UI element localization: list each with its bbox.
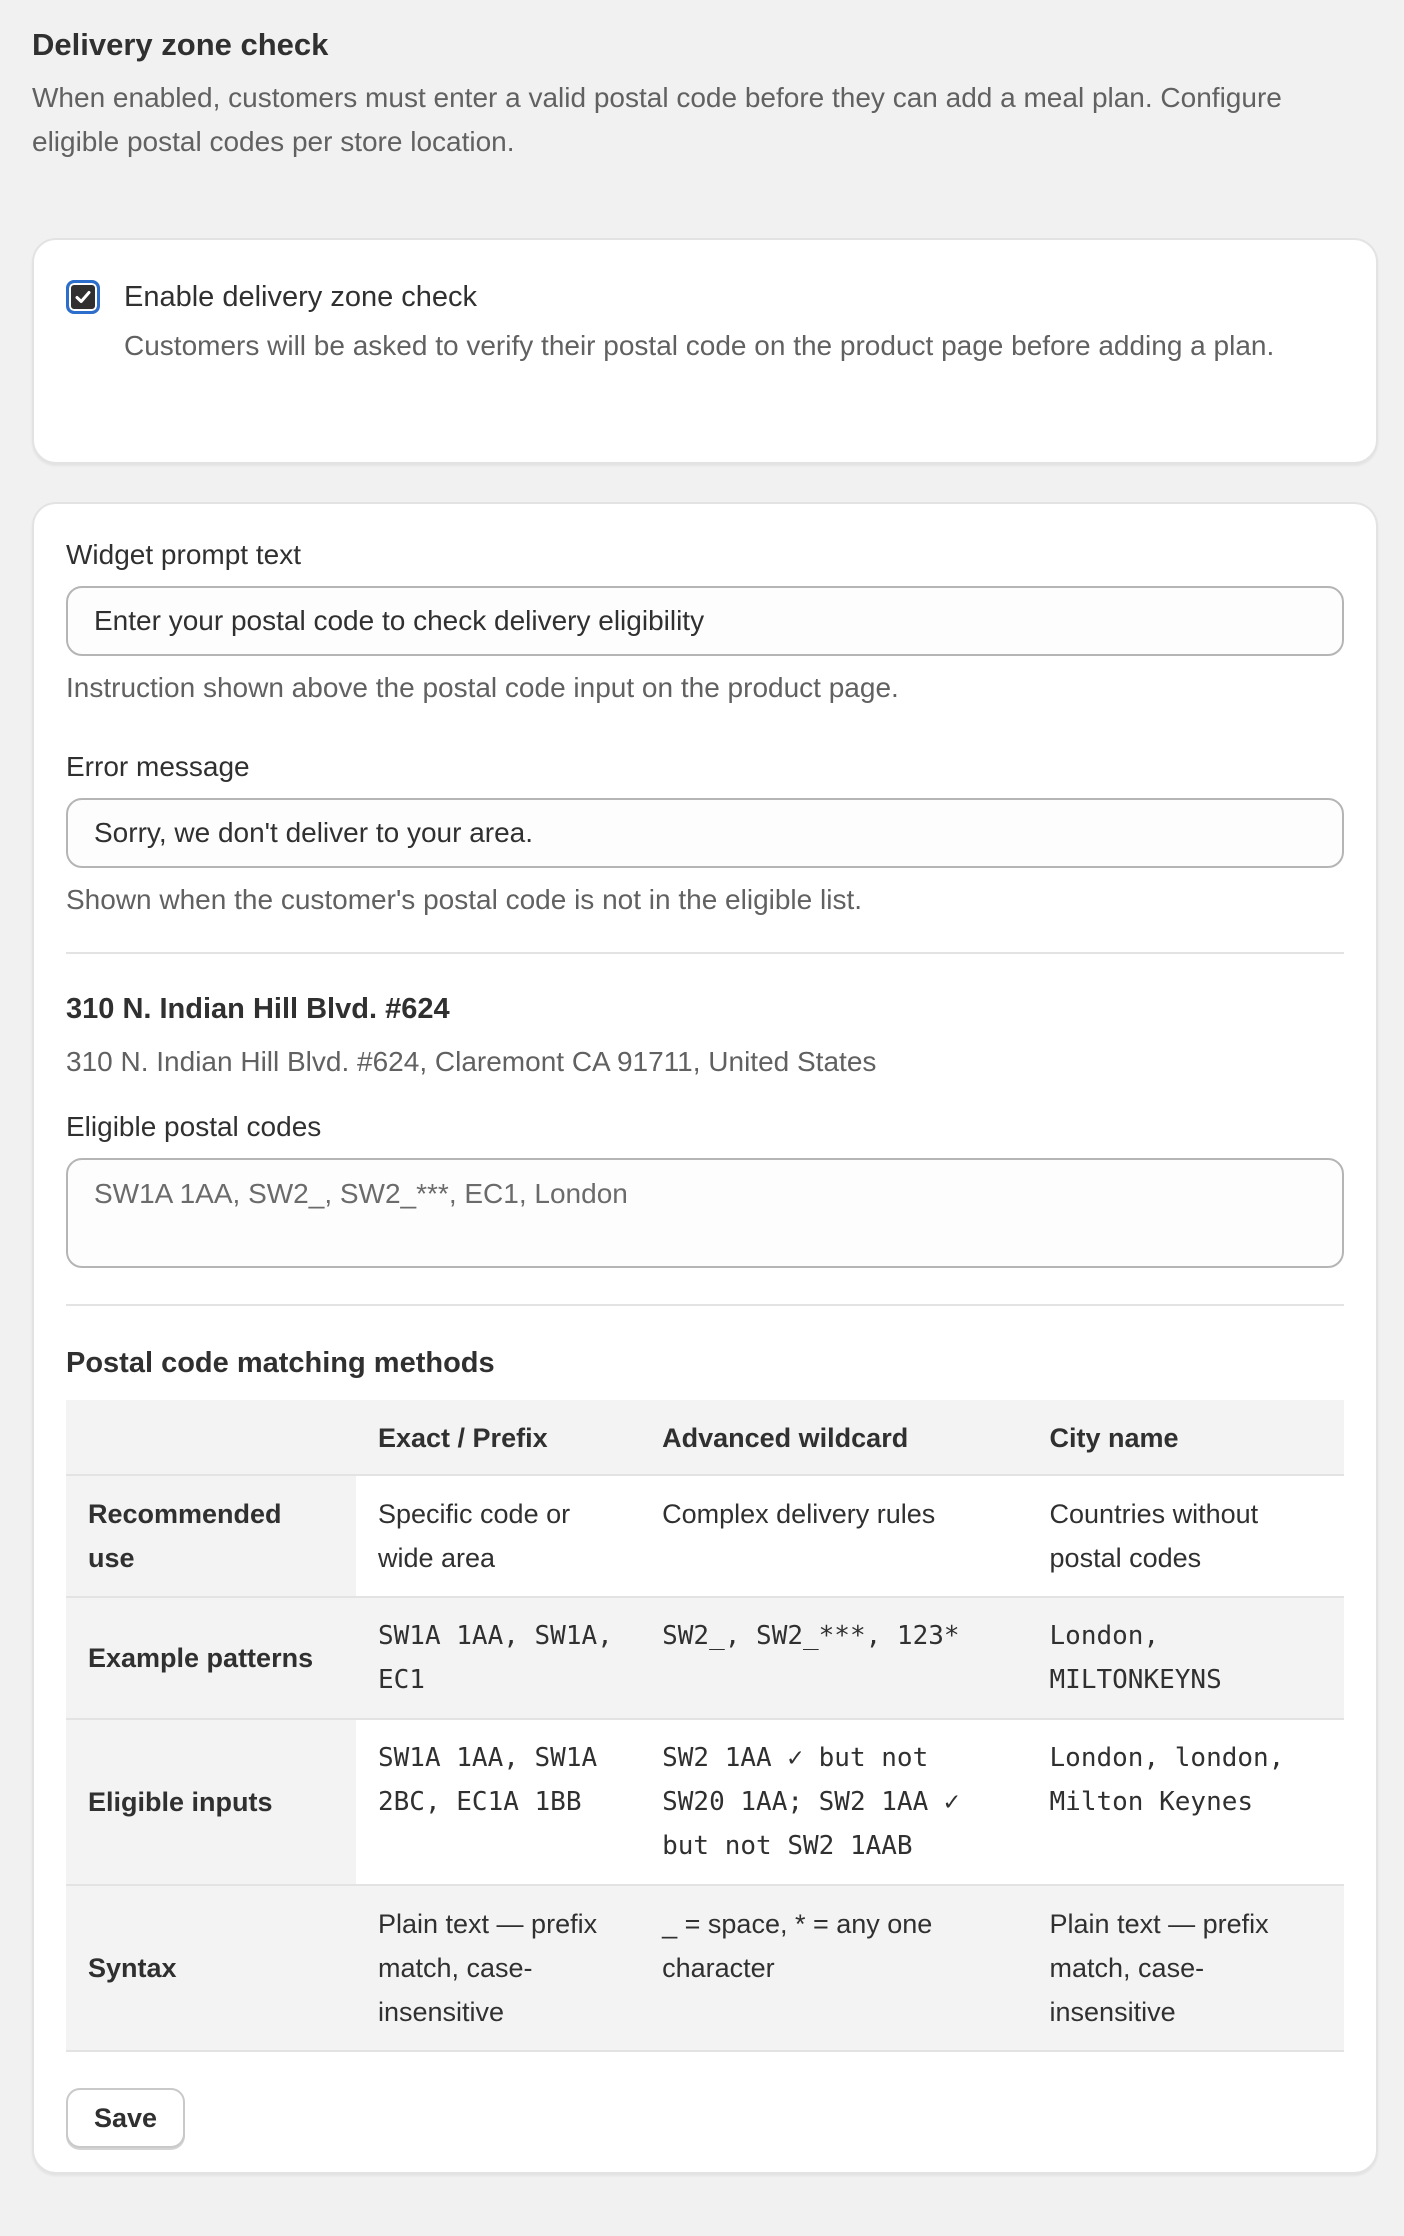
methods-title: Postal code matching methods	[66, 1347, 495, 1379]
table-cell: SW1A 1AA, SW1A, EC1	[356, 1597, 640, 1719]
table-cell: London, MILTONKEYNS	[1028, 1597, 1344, 1719]
table-cell: London, london, Milton Keynes	[1028, 1719, 1344, 1885]
table-row	[66, 1885, 1344, 2051]
table-cell: Specific code or wide area	[356, 1475, 640, 1597]
error-message-label: Error message	[66, 751, 250, 782]
location-name: 310 N. Indian Hill Blvd. #624	[66, 993, 450, 1025]
widget-prompt-help: Instruction shown above the postal code input on the product page.	[66, 672, 899, 703]
row-label: Syntax	[66, 1885, 356, 2051]
table-row	[66, 1719, 1344, 1885]
enable-checkbox[interactable]	[66, 280, 100, 314]
eligible-codes-label: Eligible postal codes	[66, 1111, 322, 1142]
widget-prompt-input[interactable]: Enter your postal code to check delivery eligibility	[66, 586, 1344, 656]
row-label: Recommended use	[66, 1475, 356, 1597]
table-cell: Complex delivery rules	[640, 1475, 1027, 1597]
widget-prompt-label: Widget prompt text	[66, 539, 301, 570]
methods-header-empty	[66, 1400, 356, 1475]
divider	[66, 1304, 1344, 1306]
enable-checkbox-help: Customers will be asked to verify their postal code on the product page before adding a plan.	[124, 330, 1275, 361]
enable-checkbox-label[interactable]: Enable delivery zone check	[124, 281, 478, 313]
row-label: Eligible inputs	[66, 1719, 356, 1885]
methods-column-header: City name	[1028, 1400, 1344, 1475]
methods-header-row	[66, 1400, 1344, 1475]
error-message-input[interactable]: Sorry, we don't deliver to your area.	[66, 798, 1344, 868]
enable-card	[32, 238, 1378, 464]
location-address: 310 N. Indian Hill Blvd. #624, Claremont CA 91711, United States	[66, 1046, 877, 1077]
table-cell: SW2_, SW2_***, 123*	[640, 1597, 1027, 1719]
methods-column-header: Advanced wildcard	[640, 1400, 1027, 1475]
table-cell: _ = space, * = any one character	[640, 1885, 1027, 2051]
methods-table	[66, 1400, 1344, 2052]
save-button[interactable]: Save	[66, 2088, 185, 2148]
checkmark-icon	[73, 287, 93, 307]
error-message-help: Shown when the customer's postal code is not in the eligible list.	[66, 884, 863, 915]
table-cell: Countries without postal codes	[1028, 1475, 1344, 1597]
divider	[66, 952, 1344, 954]
settings-page	[0, 28, 1404, 2174]
settings-card	[32, 502, 1378, 2174]
table-row	[66, 1475, 1344, 1597]
row-label: Example patterns	[66, 1597, 356, 1719]
section-description: When enabled, customers must enter a valid postal code before they can add a meal plan. Configure eligible postal codes per store location.	[32, 82, 1282, 157]
table-cell: SW1A 1AA, SW1A 2BC, EC1A 1BB	[356, 1719, 640, 1885]
table-cell: Plain text — prefix match, case-insensitive	[356, 1885, 640, 2051]
methods-column-header: Exact / Prefix	[356, 1400, 640, 1475]
table-row	[66, 1597, 1344, 1719]
eligible-codes-textarea[interactable]: SW1A 1AA, SW2_, SW2_***, EC1, London	[66, 1158, 1344, 1268]
table-cell: Plain text — prefix match, case-insensitive	[1028, 1885, 1344, 2051]
table-cell: SW2 1AA ✓ but not SW20 1AA; SW2 1AA ✓ but not SW2 1AAB	[640, 1719, 1027, 1885]
section-title: Delivery zone check	[32, 27, 329, 62]
enable-checkbox-row[interactable]	[66, 280, 1346, 368]
